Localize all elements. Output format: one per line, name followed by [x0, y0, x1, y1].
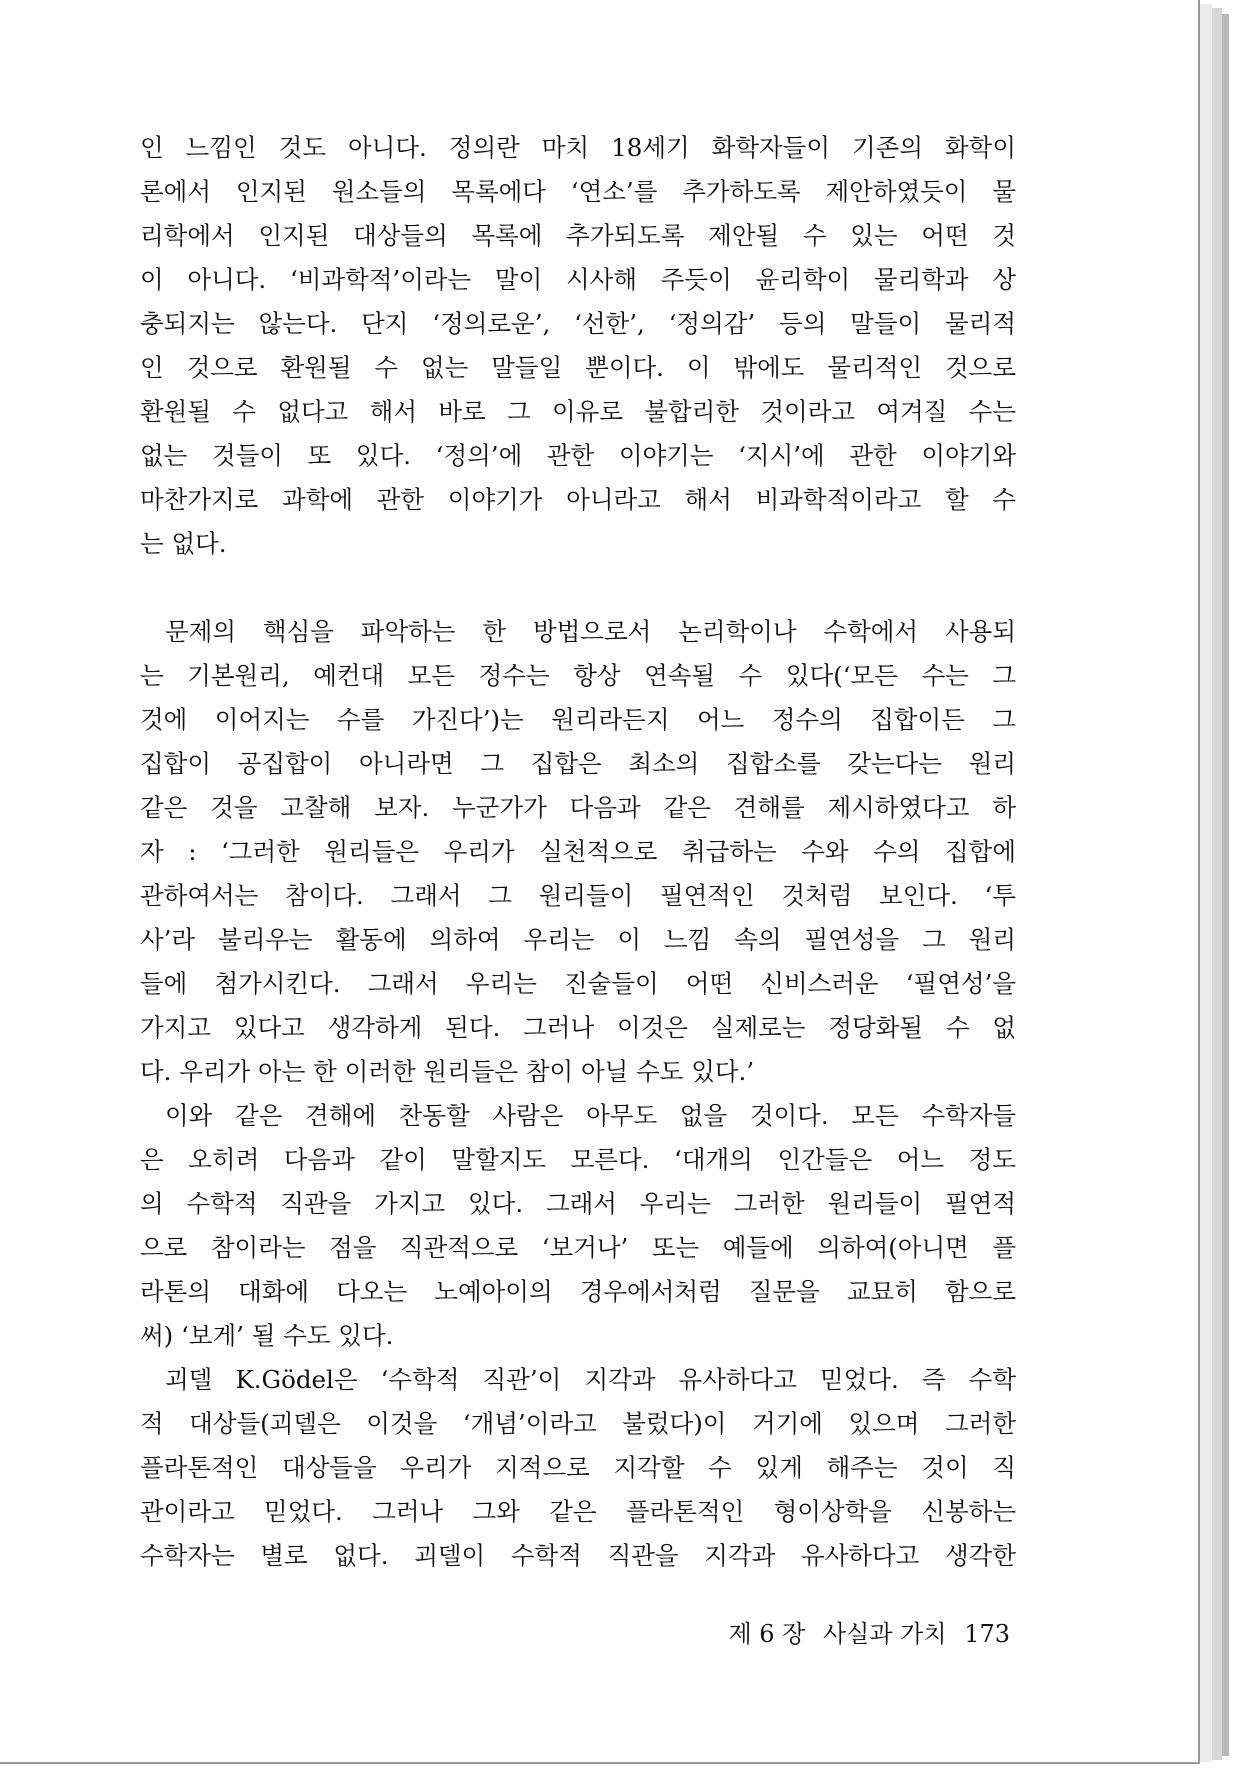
- text-line: 집합이 공집합이 아니라면 그 집합은 최소의 집합소를 갖는다는 원리: [140, 749, 1016, 778]
- text-line: 리학에서 인지된 대상들의 목록에 추가되도록 제안될 수 있는 어떤 것: [140, 221, 1016, 250]
- text-line: 것에 이어지는 수를 가진다’)는 원리라든지 어느 정수의 집합이든 그: [140, 705, 1016, 734]
- page-stack-edge: [1200, 4, 1212, 1762]
- text-line: 가지고 있다고 생각하게 된다. 그러나 이것은 실제로는 정당화될 수 없: [140, 1013, 1016, 1042]
- text-line: 없는 것들이 또 있다. ‘정의’에 관한 이야기는 ‘지시’에 관한 이야기와: [140, 441, 1016, 470]
- text-line: 는 없다.: [140, 529, 227, 558]
- paragraph: [140, 610, 1016, 1094]
- text-line: 수학자는 별로 없다. 괴델이 수학적 직관을 지각과 유사하다고 생각한: [140, 1541, 1016, 1570]
- text-line: 인 느낌인 것도 아니다. 정의란 마치 18세기 화학자들이 기존의 화학이: [140, 133, 1016, 162]
- paragraph: [140, 1094, 1016, 1358]
- text-line: 는 기본원리, 예컨대 모든 정수는 항상 연속될 수 있다(‘모든 수는 그: [140, 661, 1016, 690]
- chapter-title: 사실과 가치: [822, 1620, 947, 1648]
- text-line: 충되지는 않는다. 단지 ‘정의로운’, ‘선한’, ‘정의감’ 등의 말들이 물리적: [140, 309, 1016, 338]
- text-line: 플라톤적인 대상들을 우리가 지적으로 지각할 수 있게 해주는 것이 직: [140, 1453, 1016, 1482]
- text-line: 문제의 핵심을 파악하는 한 방법으로서 논리학이나 수학에서 사용되: [165, 617, 1016, 646]
- paragraph-gap: [140, 566, 1016, 610]
- text-line: 환원될 수 없다고 해서 바로 그 이유로 불합리한 것이라고 여겨질 수는: [140, 397, 1016, 426]
- text-line: 다. 우리가 아는 한 이러한 원리들은 참이 아닐 수도 있다.’: [140, 1057, 755, 1086]
- text-line: 의 수학적 직관을 가지고 있다. 그래서 우리는 그러한 원리들이 필연적: [140, 1189, 1016, 1218]
- text-line: 이와 같은 견해에 찬동할 사람은 아무도 없을 것이다. 모든 수학자들: [165, 1101, 1016, 1130]
- page-body: [140, 126, 1016, 1578]
- text-line: 인 것으로 환원될 수 없는 말들일 뿐이다. 이 밖에도 물리적인 것으로: [140, 353, 1016, 382]
- text-line: 관이라고 믿었다. 그러나 그와 같은 플라톤적인 형이상학을 신봉하는: [140, 1497, 1016, 1526]
- text-line: 적 대상들(괴델은 이것을 ‘개념’이라고 불렀다)이 거기에 있으며 그러한: [140, 1409, 1016, 1438]
- chapter-label: 제 6 장: [728, 1620, 806, 1648]
- text-line: 으로 참이라는 점을 직관적으로 ‘보거나’ 또는 예들에 의하여(아니면 플: [140, 1233, 1016, 1262]
- running-footer: [680, 1614, 1010, 1649]
- paragraph: [140, 126, 1016, 566]
- text-line: 자 : ‘그러한 원리들은 우리가 실천적으로 취급하는 수와 수의 집합에: [140, 837, 1016, 866]
- paragraph: [140, 1358, 1016, 1578]
- text-line: 써) ‘보게’ 될 수도 있다.: [140, 1321, 394, 1350]
- text-line: 들에 첨가시킨다. 그래서 우리는 진술들이 어떤 신비스러운 ‘필연성’을: [140, 969, 1016, 998]
- text-line: 사’라 불리우는 활동에 의하여 우리는 이 느낌 속의 필연성을 그 원리: [140, 925, 1016, 954]
- page-number: 173: [964, 1620, 1010, 1648]
- text-line: 은 오히려 다음과 같이 말할지도 모른다. ‘대개의 인간들은 어느 정도: [140, 1145, 1016, 1174]
- text-line: 관하여서는 참이다. 그래서 그 원리들이 필연적인 것처럼 보인다. ‘투: [140, 881, 1016, 910]
- text-line: 괴델 K.Gödel은 ‘수학적 직관’이 지각과 유사하다고 믿었다. 즉 수학: [165, 1365, 1016, 1394]
- text-line: 이 아니다. ‘비과학적’이라는 말이 시사해 주듯이 윤리학이 물리학과 상: [140, 265, 1016, 294]
- text-line: 론에서 인지된 원소들의 목록에다 ‘연소’를 추가하도록 제안하였듯이 물: [140, 177, 1016, 206]
- text-line: 라톤의 대화에 다오는 노예아이의 경우에서처럼 질문을 교묘히 함으로: [140, 1277, 1016, 1306]
- text-line: 마찬가지로 과학에 관한 이야기가 아니라고 해서 비과학적이라고 할 수: [140, 485, 1016, 514]
- text-line: 같은 것을 고찰해 보자. 누군가가 다음과 같은 견해를 제시하였다고 하: [140, 793, 1016, 822]
